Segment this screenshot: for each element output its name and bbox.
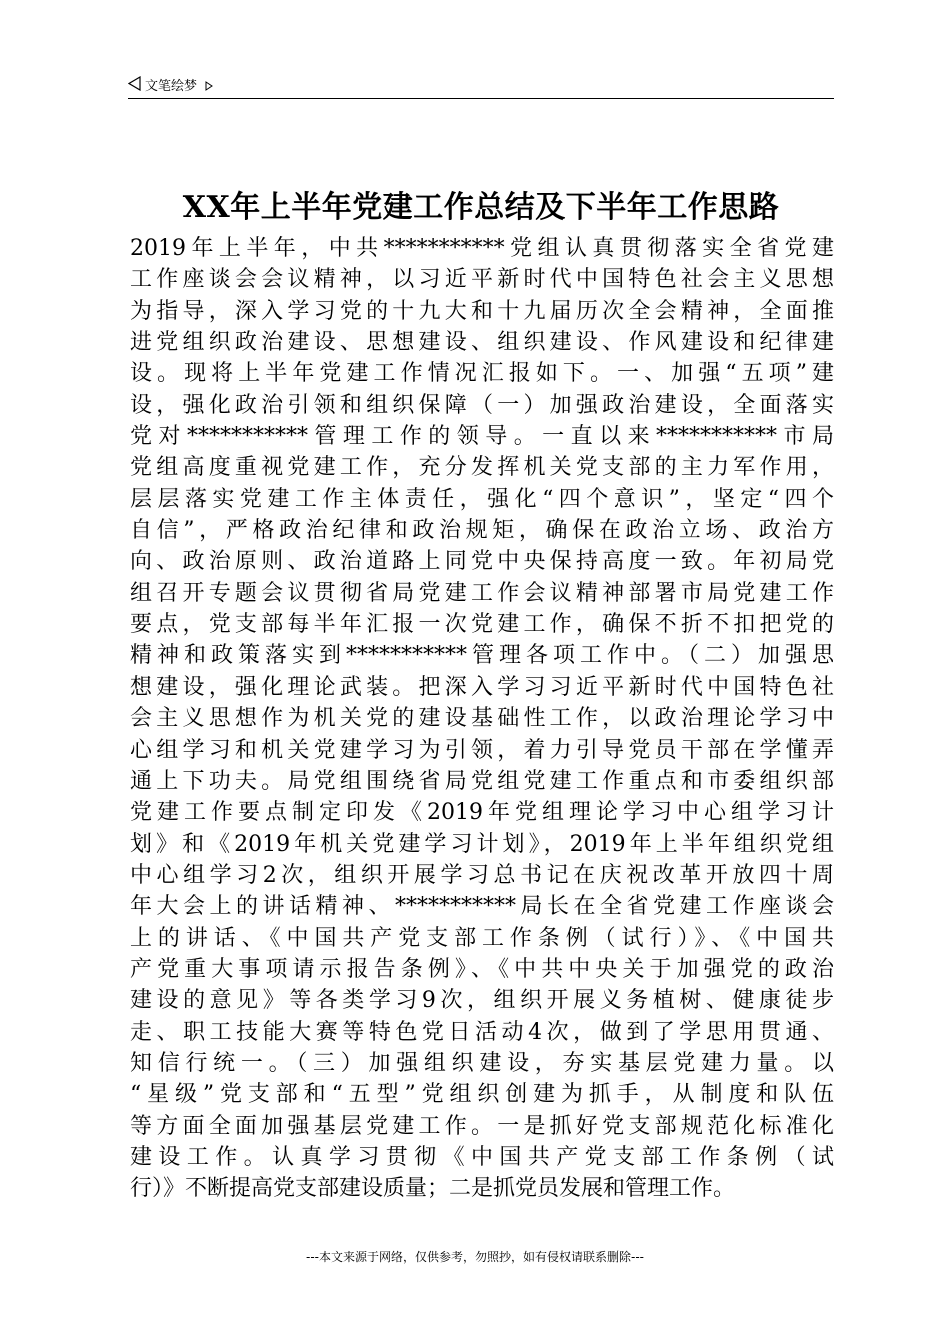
body-line: 设。现将上半年党建工作情况汇报如下。一、加强“五项”建 [130, 361, 834, 387]
body-line: 上的讲话、《中国共产党支部工作条例（试行）》、《中国共 [130, 925, 834, 951]
body-line: 进党组织政治建设、思想建设、组织建设、作风建设和纪律建 [130, 330, 834, 356]
body-line: 工作座谈会会议精神，以习近平新时代中国特色社会主义思想 [130, 267, 834, 293]
body-line: 产党重大事项请示报告条例》、《中共中央关于加强党的政治 [130, 956, 834, 982]
body-line: 年大会上的讲话精神、***********局长在全省党建工作座谈会 [130, 894, 834, 920]
body-line: 想建设，强化理论武装。把深入学习习近平新时代中国特色社 [130, 674, 834, 700]
body-line: 要点，党支部每半年汇报一次党建工作，确保不折不扣把党的 [130, 612, 834, 638]
body-line: 知信行统一。（三）加强组织建设，夯实基层党建力量。以 [130, 1050, 834, 1076]
body-line: 划》和《2019年机关党建学习计划》，2019年上半年组织党组 [130, 831, 834, 857]
body-line: 通上下功夫。局党组围绕省局党组党建工作重点和市委组织部 [130, 768, 834, 794]
body-line: 走、职工技能大赛等特色党日活动4次，做到了学思用贯通、 [130, 1019, 834, 1045]
body-line: 精神和政策落实到***********管理各项工作中。（二）加强思 [130, 643, 834, 669]
body-line: 等方面全面加强基层党建工作。一是抓好党支部规范化标准化 [130, 1113, 834, 1139]
body-line: 党组高度重视党建工作，充分发挥机关党支部的主力军作用， [130, 455, 834, 481]
header-brand-text: 文笔绘梦 [145, 79, 198, 94]
body-line: 行）》不断提高党支部建设质量；二是抓党员发展和管理工作。 [130, 1176, 736, 1202]
document-title: XX年上半年党建工作总结及下半年工作思路 [182, 190, 780, 225]
body-line: 会主义思想作为机关党的建设基础性工作，以政治理论学习中 [130, 706, 834, 732]
page-footer-disclaimer: ---本文来源于网络，仅供参考，勿照抄，如有侵权请联系删除--- [306, 1250, 644, 1264]
body-line: 组召开专题会议贯彻省局党建工作会议精神部署市局党建工作 [130, 580, 834, 606]
body-line: “星级”党支部和“五型”党组织创建为抓手，从制度和队伍 [130, 1082, 834, 1108]
page-header [128, 76, 834, 98]
document-body [130, 233, 834, 1205]
body-line: 为指导，深入学习党的十九大和十九届历次全会精神，全面推 [130, 298, 834, 324]
body-line: 党对***********管理工作的领导。一直以来***********市局 [130, 424, 834, 450]
header-divider [128, 98, 834, 99]
body-line: 建设工作。认真学习贯彻《中国共产党支部工作条例（试 [130, 1144, 834, 1170]
left-triangle-icon [128, 76, 141, 98]
body-line: 中心组学习2次，组织开展学习总书记在庆祝改革开放四十周 [130, 862, 834, 888]
body-line: 心组学习和机关党建学习为引领，着力引导党员干部在学懂弄 [130, 737, 834, 763]
body-line: 向、政治原则、政治道路上同党中央保持高度一致。年初局党 [130, 549, 834, 575]
body-line: 2019年上半年，中共***********党组认真贯彻落实全省党建 [130, 236, 834, 261]
body-line: 建设的意见》等各类学习9次，组织开展义务植树、健康徒步 [130, 988, 834, 1014]
right-triangle-icon [205, 78, 213, 98]
body-line: 党建工作要点制定印发《2019年党组理论学习中心组学习计 [130, 800, 834, 826]
body-line: 设，强化政治引领和组织保障（一）加强政治建设，全面落实 [130, 392, 834, 418]
body-line: 自信”，严格政治纪律和政治规矩，确保在政治立场、政治方 [130, 518, 834, 544]
body-line: 层层落实党建工作主体责任，强化“四个意识”，坚定“四个 [130, 486, 834, 512]
